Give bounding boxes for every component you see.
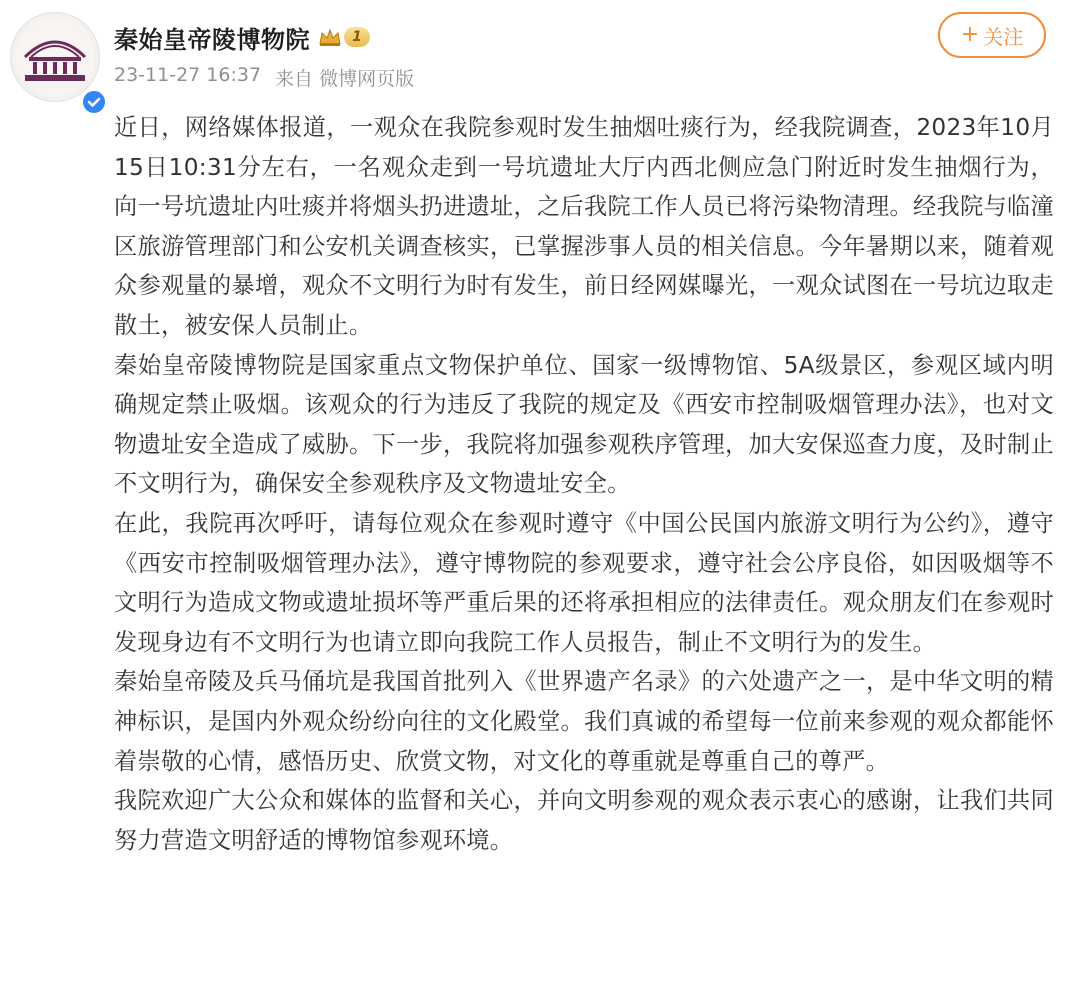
post-timestamp[interactable]: 23-11-27 16:37: [114, 64, 262, 86]
post-paragraph: 在此，我院再次呼吁，请每位观众在参观时遵守《中国公民国内旅游文明行为公约》，遵守《西安市控制吸烟管理办法》，遵守博物院的参观要求，遵守社会公序良俗，如因吸烟等不文明行为造成文物或遗址损坏等严重后果的还将承担相应的法律责任。观众朋友们在参观时发现身边有不文明行为也请立即向我院工作人员报告，制止不文明行为的发生。: [114, 509, 1054, 656]
verified-badge-icon: [81, 89, 107, 115]
post-content: [114, 108, 1054, 860]
account-name[interactable]: 秦始皇帝陵博物院: [114, 25, 310, 54]
post-paragraph: 秦始皇帝陵及兵马俑坑是我国首批列入《世界遗产名录》的六处遗产之一，是中华文明的精神标识，是国内外观众纷纷向往的文化殿堂。我们真诚的希望每一位前来参观的观众都能怀着崇敬的心情，感悟历史、欣赏文物，对文化的尊重就是尊重自己的尊严。: [114, 668, 1054, 775]
follow-button[interactable]: [938, 12, 1046, 58]
avatar[interactable]: [10, 12, 100, 102]
member-level-badge: 1: [344, 27, 370, 47]
crown-icon: [318, 27, 342, 47]
post-source: 来自 微博网页版: [275, 68, 415, 90]
museum-logo-icon: [11, 13, 99, 101]
post-paragraph: 秦始皇帝陵博物院是国家重点文物保护单位、国家一级博物馆、5A级景区，参观区域内明确规定禁止吸烟。该观众的行为违反了我院的规定及《西安市控制吸烟管理办法》，也对文物遗址安全造成了威胁。下一步，我院将加强参观秩序管理，加大安保巡查力度，及时制止不文明行为，确保安全参观秩序及文物遗址安全。: [114, 351, 1054, 498]
plus-icon: +: [960, 22, 980, 47]
follow-label: 关注: [983, 24, 1024, 49]
account-header: [114, 20, 370, 54]
post-meta: [114, 64, 414, 91]
post-paragraph: 我院欢迎广大公众和媒体的监督和关心，并向文明参观的观众表示衷心的感谢，让我们共同努力营造文明舒适的博物馆参观环境。: [114, 787, 1054, 854]
post-paragraph: 近日，网络媒体报道，一观众在我院参观时发生抽烟吐痰行为，经我院调查，2023年10月15日10:31分左右，一名观众走到一号坑遗址大厅内西北侧应急门附近时发生抽烟行为，向一号坑遗址内吐痰并将烟头扔进遗址，之后我院工作人员已将污染物清理。经我院与临潼区旅游管理部门和公安机关调查核实，已掌握涉事人员的相关信息。今年暑期以来，随着观众参观量的暴增，观众不文明行为时有发生，前日经网媒曝光，一观众试图在一号坑边取走散土，被安保人员制止。: [114, 114, 1054, 339]
